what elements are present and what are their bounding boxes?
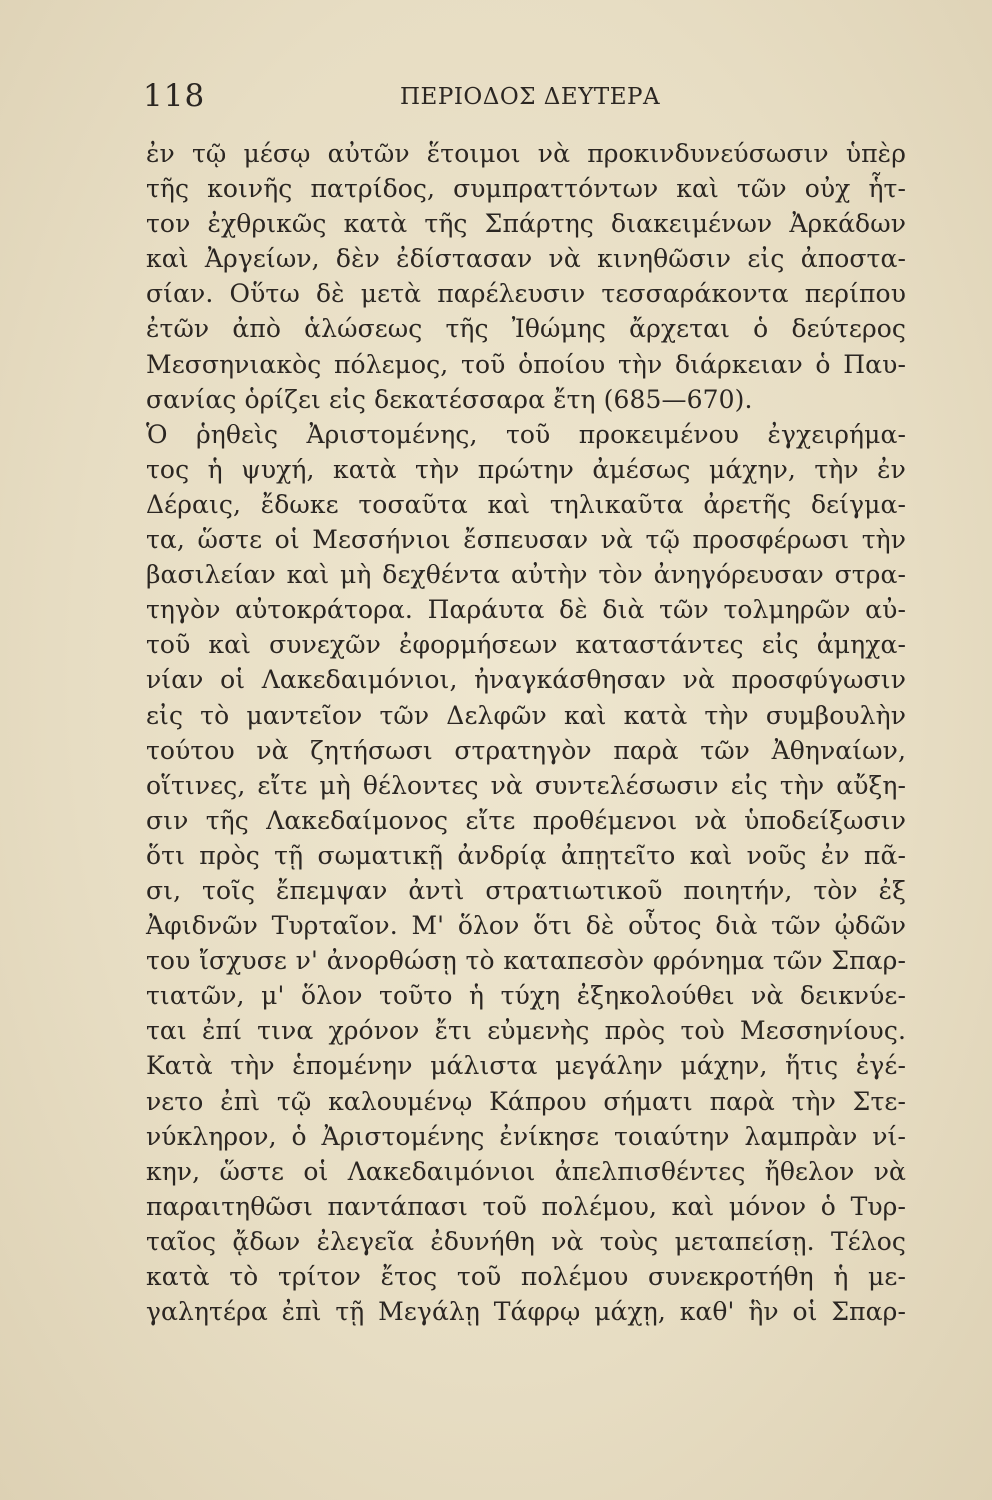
- text-line: Ἀφιδνῶν Τυρταῖον. Μ' ὅλον ὅτι δὲ οὗτος διὰ τῶν ᾠδῶν: [146, 911, 906, 941]
- text-line: νετο ἐπὶ τῷ καλουμένῳ Κάπρου σήματι παρὰ τὴν Στε-: [146, 1086, 906, 1116]
- running-head: ΠΕΡΙΟΔΟΣ ΔΕΥΤΕΡΑ: [400, 84, 661, 110]
- text-line: ἐν τῷ μέσῳ αὐτῶν ἕτοιμοι νὰ προκινδυνεύσωσιν ὑπὲρ: [146, 139, 906, 168]
- text-line: Ὁ ῥηθεὶς Ἀριστομένης, τοῦ προκειμένου ἐγχειρήμα-: [146, 419, 906, 449]
- text-line: Κατὰ τὴν ἑπομένην μάλιστα μεγάλην μάχην, ἥτις ἐγέ-: [146, 1051, 906, 1081]
- text-line: οἵτινες, εἴτε μὴ θέλοντες νὰ συντελέσωσιν εἰς τὴν αὔξη-: [146, 770, 906, 800]
- text-line: Δέραις, ἔδωκε τοσαῦτα καὶ τηλικαῦτα ἀρετῆς δείγμα-: [146, 489, 906, 519]
- body-text: [146, 136, 906, 1329]
- text-line: ται ἐπί τινα χρόνον ἔτι εὐμενὴς πρὸς τοὺ Μεσσηνίους.: [146, 1016, 906, 1046]
- text-line: τιατῶν, μ' ὅλον τοῦτο ἡ τύχη ἐξηκολούθει νὰ δεικνύε-: [146, 981, 906, 1011]
- page-header: [143, 78, 843, 118]
- text-line: του ἴσχυσε ν' ἀνορθώσῃ τὸ καταπεσὸν φρόνημα τῶν Σπαρ-: [146, 946, 906, 976]
- text-line: γαλητέρα ἐπὶ τῇ Μεγάλῃ Τάφρῳ μάχῃ, καθ' ἣν οἱ Σπαρ-: [146, 1297, 906, 1327]
- text-line: καὶ Ἀργείων, δὲν ἐδίστασαν νὰ κινηθῶσιν εἰς ἀποστα-: [146, 244, 906, 274]
- text-line: Μεσσηνιακὸς πόλεμος, τοῦ ὁποίου τὴν διάρκειαν ὁ Παυ-: [146, 349, 906, 379]
- text-line: εἰς τὸ μαντεῖον τῶν Δελφῶν καὶ κατὰ τὴν συμβουλὴν: [146, 700, 906, 730]
- text-line: τοῦ καὶ συνεχῶν ἐφορμήσεων καταστάντες εἰς ἀμηχα-: [146, 630, 906, 660]
- text-line: ὅτι πρὸς τῇ σωματικῇ ἀνδρίᾳ ἀπῃτεῖτο καὶ νοῦς ἐν πᾶ-: [146, 840, 906, 870]
- text-line: σίαν. Οὕτω δὲ μετὰ παρέλευσιν τεσσαράκοντα περίπου: [146, 279, 906, 309]
- text-line: τούτου νὰ ζητήσωσι στρατηγὸν παρὰ τῶν Ἀθηναίων,: [146, 735, 906, 765]
- text-line: σι, τοῖς ἔπεμψαν ἀντὶ στρατιωτικοῦ ποιητήν, τὸν ἐξ: [146, 875, 906, 905]
- text-line: βασιλείαν καὶ μὴ δεχθέντα αὐτὴν τὸν ἀνηγόρευσαν στρα-: [146, 560, 906, 590]
- text-line: σανίας ὁρίζει εἰς δεκατέσσαρα ἔτη (685—670).: [146, 384, 753, 414]
- text-line: ἐτῶν ἀπὸ ἁλώσεως τῆς Ἰθώμης ἄρχεται ὁ δεύτερος: [146, 314, 906, 344]
- text-line: κην, ὥστε οἱ Λακεδαιμόνιοι ἀπελπισθέντες ἤθελον νὰ: [146, 1156, 906, 1186]
- text-line: νύκληρον, ὁ Ἀριστομένης ἐνίκησε τοιαύτην λαμπρὰν νί-: [146, 1121, 906, 1151]
- text-line: τῆς κοινῆς πατρίδος, συμπραττόντων καὶ τῶν οὐχ ἧτ-: [146, 174, 906, 204]
- text-line: σιν τῆς Λακεδαίμονος εἴτε προθέμενοι νὰ ὑποδείξωσιν: [146, 805, 906, 835]
- text-line: τον ἐχθρικῶς κατὰ τῆς Σπάρτης διακειμένων Ἀρκάδων: [146, 209, 906, 239]
- text-line: κατὰ τὸ τρίτον ἔτος τοῦ πολέμου συνεκροτήθη ἡ με-: [146, 1262, 906, 1291]
- text-line: ταῖος ᾄδων ἐλεγεῖα ἐδυνήθη νὰ τοὺς μεταπείσῃ. Τέλος: [146, 1226, 906, 1256]
- text-line: τηγὸν αὐτοκράτορα. Παράυτα δὲ διὰ τῶν τολμηρῶν αὐ-: [146, 595, 906, 625]
- page-number: 118: [143, 78, 206, 114]
- text-line: παραιτηθῶσι παντάπασι τοῦ πολέμου, καὶ μόνον ὁ Τυρ-: [146, 1191, 906, 1221]
- text-line: νίαν οἱ Λακεδαιμόνιοι, ἠναγκάσθησαν νὰ προσφύγωσιν: [146, 665, 906, 695]
- text-line: τα, ὥστε οἱ Μεσσήνιοι ἔσπευσαν νὰ τῷ προσφέρωσι τὴν: [146, 525, 906, 555]
- text-line: τος ἡ ψυχή, κατὰ τὴν πρώτην ἀμέσως μάχην, τὴν ἐν: [146, 454, 906, 484]
